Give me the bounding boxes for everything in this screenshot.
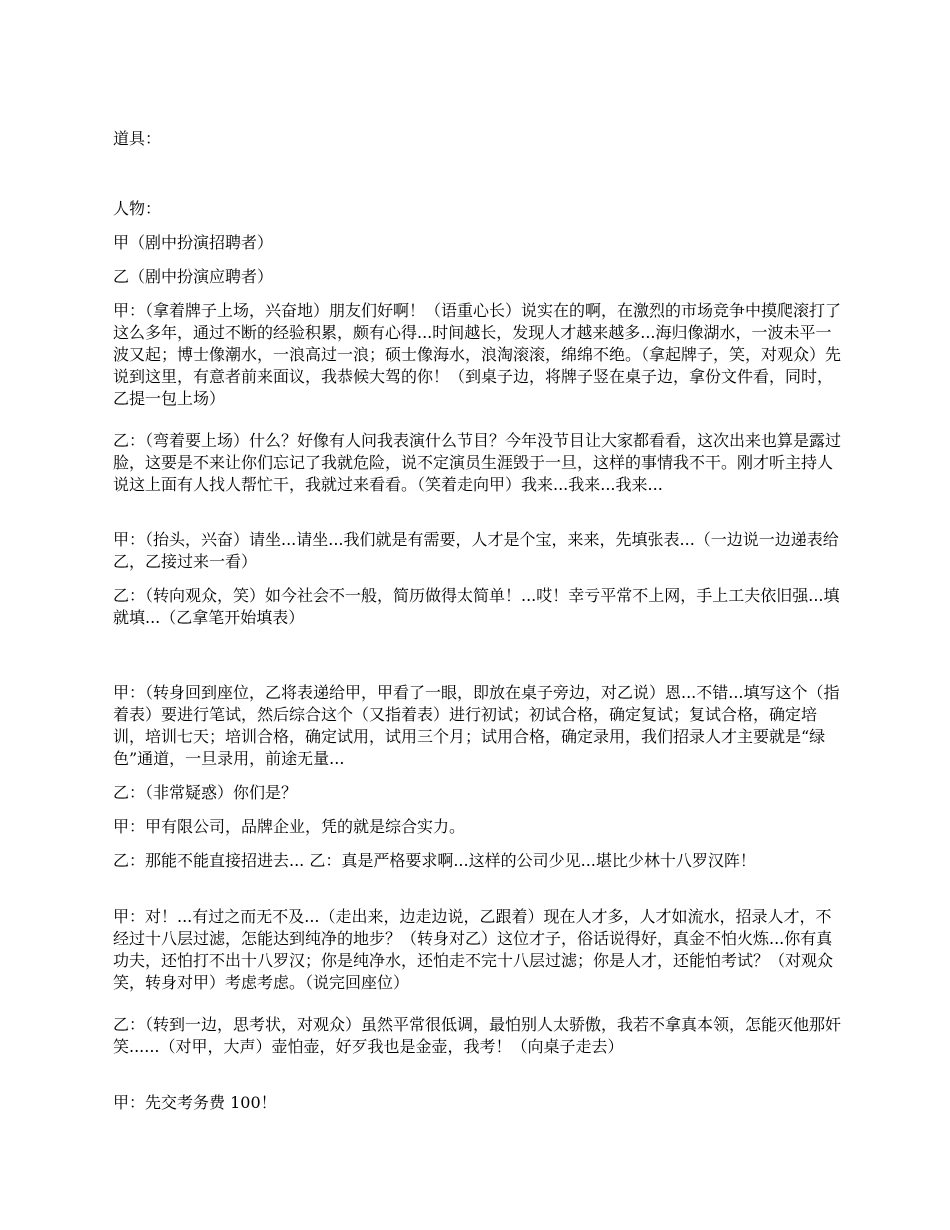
paragraph-dialogue: 甲：（抬头，兴奋）请坐...请坐...我们就是有需要，人才是个宝，来来，先填张表...（一边说一边递表给乙，乙接过来一看） — [113, 530, 839, 571]
paragraph-character-jia: 甲（剧中扮演招聘者） — [113, 233, 274, 252]
paragraph-dialogue: 乙：那能不能直接招进去... 乙：真是严格要求啊...这样的公司少见...堪比少林十八罗汉阵！ — [113, 851, 756, 870]
paragraph-character-yi: 乙（剧中扮演应聘者） — [113, 267, 274, 286]
paragraph-dialogue: 乙：（转到一边，思考状，对观众）虽然平常很低调，最怕别人太骄傲，我若不拿真本领，怎能灭他那奸笑......（对甲，大声）壶怕壶，好歹我也是金壶，我考！（向桌子走去） — [113, 1015, 842, 1056]
paragraph-dialogue: 乙：（弯着要上场）什么？好像有人问我表演什么节目？今年没节目让大家都看看，这次出来也算是露过脸，这要是不来让你们忘记了我就危险，说不定演员生涯毁于一旦，这样的事情我不干。刚才听主持人说这上面有人找人帮忙干，我就过来看看。（笑着走向甲）我来...我来...我来... — [113, 431, 842, 494]
paragraph-dialogue: 甲：（拿着牌子上场，兴奋地）朋友们好啊！（语重心长）说实在的啊，在激烈的市场竞争中摸爬滚打了这么多年，通过不断的经验积累，颇有心得...时间越长，发现人才越来越多...海归像湖水，一波未平一波又起；博士像潮水，一浪高过一浪；硕士像海水，浪淘滚滚，绵绵不绝。（拿起牌子，笑，对观众）先说到这里，有意者前来面议，我恭候大驾的你！（到桌子边，将牌子竖在桌子边，拿份文件看，同时，乙提一包上场） — [113, 301, 842, 408]
paragraph-dialogue: 乙：（转向观众，笑）如今社会不一般，简历做得太简单！...哎！幸亏平常不上网，手上工夫依旧强...填就填...（乙拿笔开始填表） — [113, 586, 840, 627]
paragraph-characters: 人物： — [113, 199, 162, 218]
paragraph-dialogue: 甲：对！...有过之而无不及...（走出来，边走边说，乙跟着）现在人才多，人才如流水，招录人才，不经过十八层过滤，怎能达到纯净的地步？（转身对乙）这位才子，俗话说得好，真金不怕火炼...你有真功夫，还怕打不出十八罗汉；你是纯净水，还怕走不完十八层过滤；你是人才，还能怕考试？（对观众笑，转身对甲）考虑考虑。（说完回座位） — [113, 907, 834, 992]
paragraph-props: 道具： — [113, 129, 162, 148]
paragraph-dialogue: 甲：（转身回到座位，乙将表递给甲，甲看了一眼，即放在桌子旁边，对乙说）恩...不错...填写这个（指着表）要进行笔试，然后综合这个（又指着表）进行初试；初试合格，确定复试；复试合格，确定培训，培训七天；培训合格，确定试用，试用三个月；试用合格，确定录用，我们招录人才主要就是“绿色”通道，一旦录用，前途无量... — [113, 683, 840, 768]
paragraph-dialogue: 甲：先交考务费 100！ — [113, 1093, 277, 1112]
paragraph-dialogue: 乙：（非常疑惑）你们是？ — [113, 783, 298, 802]
paragraph-dialogue: 甲：甲有限公司，品牌企业，凭的就是综合实力。 — [113, 817, 466, 836]
